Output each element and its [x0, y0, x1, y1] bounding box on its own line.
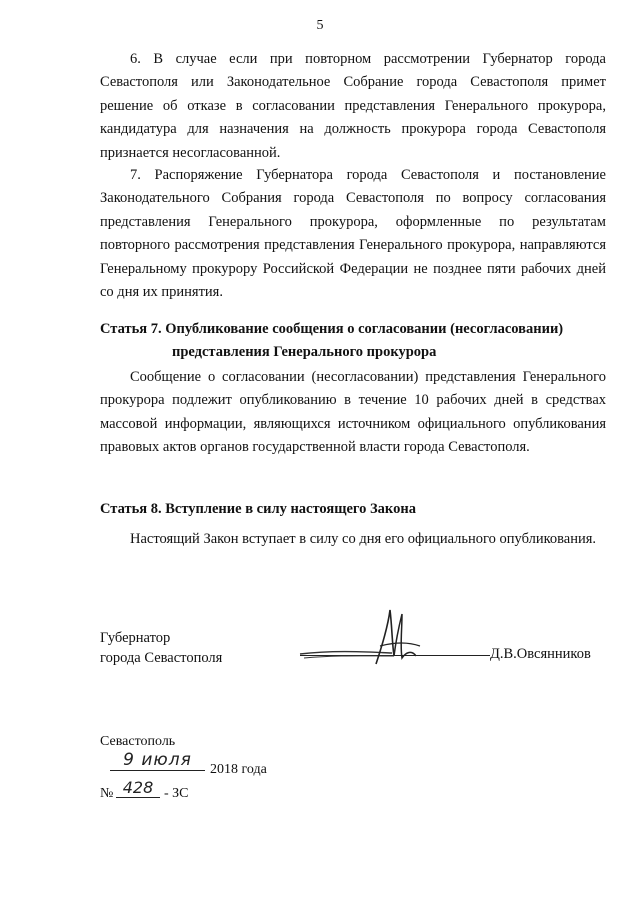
signatory-title-line1: Губернатор: [100, 630, 171, 646]
handwritten-date: 9 июля: [110, 750, 205, 771]
article-8-body: Настоящий Закон вступает в силу со дня его официального опубликования.: [130, 531, 597, 547]
city-label: Севастополь: [100, 734, 176, 749]
article-7-body: Сообщение о согласовании (несогласовании) представления Генерального прокурора подлежит опубликованию в течение 10 рабочих дней в средствах массовой информации, являющихся источником официального опубликования правовых актов органов государственной власти города Севастополя.: [100, 369, 606, 456]
paragraph-6: 6. В случае если при повторном рассмотрении Губернатор города Севастополя или Законодательное Собрание города Севастополя примет решение об отказе в согласовании представления Генерального прокурора, кандидатура для назначения на должность прокурора города Севастополя признается несогласованной.: [100, 51, 606, 161]
signatory-title: [100, 628, 222, 668]
signatory-title-line2: города Севастополя: [100, 650, 223, 666]
article-7-heading-line1: Статья 7. Опубликование сообщения о согласовании (несогласовании): [100, 321, 564, 337]
handwritten-number: 428: [116, 778, 160, 798]
paragraph-7: 7. Распоряжение Губернатора города Севастополя и постановление Законодательного Собрания города Севастополя по вопросу согласования представления Генерального прокурора, оформленные по результатам повторного рассмотрения представления Генерального прокурора, направляются Генеральному прокурору Российской Федерации не позднее пяти рабочих дней со дня их принятия.: [100, 167, 606, 301]
article-7-heading-line2: представления Генерального прокурора: [172, 344, 437, 360]
page-number: 5: [316, 18, 324, 33]
number-sign: №: [100, 786, 114, 801]
article-8-heading: Статья 8. Вступление в силу настоящего Закона: [100, 501, 416, 517]
article-7-heading: [100, 318, 606, 364]
number-suffix: - ЗС: [164, 786, 189, 801]
handwritten-signature: [296, 606, 496, 668]
signatory-name: Д.В.Овсянников: [490, 646, 591, 662]
date-year: 2018 года: [210, 762, 267, 777]
